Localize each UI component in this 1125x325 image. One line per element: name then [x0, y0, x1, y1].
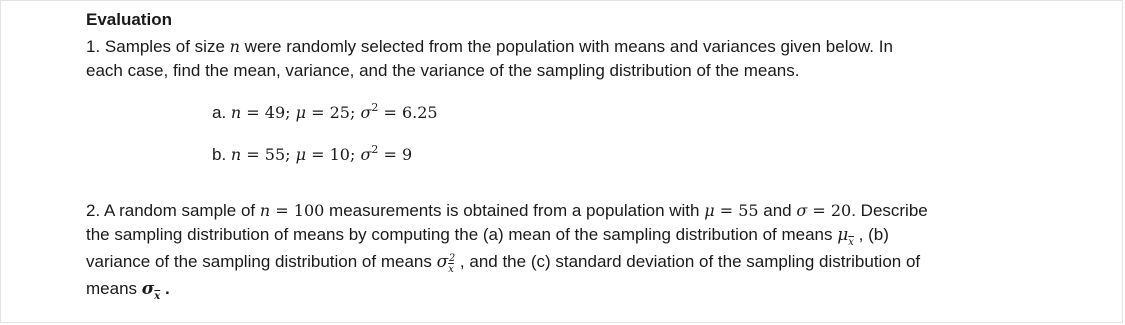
question-1-text: [86, 35, 1046, 83]
question-2-line-1: 2. A random sample of n = 100 measurements is obtained from a population with μ = 55 and σ = 20. Describe: [86, 201, 928, 220]
question-2-line-2: the sampling distribution of means by computing the (a) mean of the sampling distribution of means $\mu_{\overline{x}}$ , (b): [86, 225, 889, 248]
question-1-part-b: b. n = 55; μ = 10; $\sigma^2 = 9$: [212, 143, 413, 164]
question-1-line-2: each case, find the mean, variance, and the variance of the sampling distribution of the means.: [86, 61, 800, 80]
question-2-text: [86, 199, 1046, 304]
question-2-line-3: variance of the sampling distribution of means $\sigma_{\overline{x}}^2$ , and the (c) standard deviation of the sampling distribution of: [86, 252, 921, 275]
question-2-line-4: means $\sigma_{\overline{x}}$ .: [86, 279, 170, 302]
question-1-line-1: 1. Samples of size n were randomly selected from the population with means and variances given below. In: [86, 37, 893, 56]
section-title: Evaluation: [86, 10, 172, 29]
question-1-part-a: a. n = 49; μ = 25; $\sigma^2 = 6.25$: [212, 101, 438, 122]
